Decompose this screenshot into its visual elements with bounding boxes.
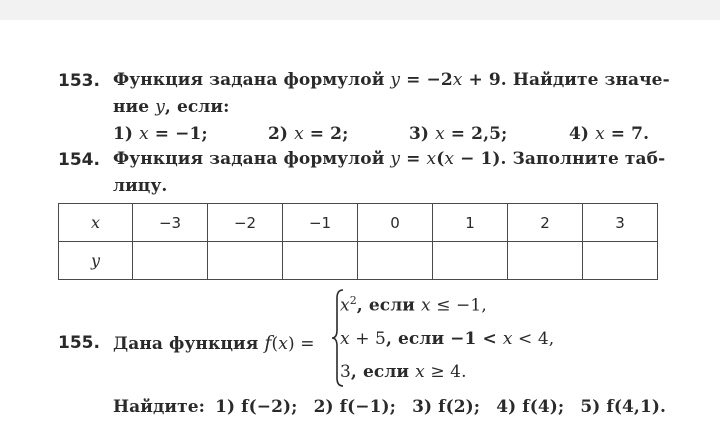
table-cell-x: 2 [508, 204, 583, 242]
problem-153-number: 153. [58, 71, 100, 91]
problem-154-line2: лицу. [113, 176, 168, 196]
table-row-x [59, 204, 658, 242]
problem-154-line1: Функция задана формулой y = x(x − 1). Заполните таб- [113, 149, 666, 169]
problem-153-line2: ние y, если: [113, 97, 230, 117]
table-cell-x: −3 [133, 204, 208, 242]
table-cell-y [433, 242, 508, 280]
table-cell-y [283, 242, 358, 280]
piecewise-case-1: $x^2$, если x ≤ −1, [340, 294, 487, 316]
table-cell-x: −1 [283, 204, 358, 242]
table-cell-y [208, 242, 283, 280]
problem-153-option-4: 4) x = 7. [569, 124, 650, 144]
find-item: 3) f(2); [412, 397, 481, 417]
find-item: 5) f(4,1). [580, 397, 667, 417]
problem-155-find-line [113, 397, 666, 417]
problem-153-option-1: 1) x = −1; [113, 124, 208, 144]
problem-153-option-3: 3) x = 2,5; [409, 124, 508, 144]
table-row-y [59, 242, 658, 280]
table-cell-y [358, 242, 433, 280]
table-cell-x: 1 [433, 204, 508, 242]
table-header-x: x [59, 204, 133, 242]
problem-155-intro: Дана функция f(x) = [113, 332, 315, 354]
problem-155-number: 155. [58, 333, 100, 353]
find-item: 4) f(4); [496, 397, 565, 417]
problem-153-option-2: 2) x = 2; [268, 124, 349, 144]
table-cell-y [508, 242, 583, 280]
values-table [58, 203, 658, 280]
table-header-y: y [59, 242, 133, 280]
piecewise-case-3: 3, если x ≥ 4. [340, 362, 467, 382]
table-cell-x: 0 [358, 204, 433, 242]
table-cell-y [583, 242, 658, 280]
piecewise-case-2: x + 5, если −1 < x < 4, [340, 329, 555, 349]
top-bar [0, 0, 720, 20]
table-cell-x: 3 [583, 204, 658, 242]
find-item: 1) f(−2); [215, 397, 298, 417]
find-label: Найдите: [113, 397, 206, 417]
problem-154-number: 154. [58, 150, 100, 170]
problem-153-line1: Функция задана формулой y = −2x + 9. Найдите значе- [113, 70, 670, 90]
table-cell-y [133, 242, 208, 280]
find-item: 2) f(−1); [313, 397, 397, 417]
table-cell-x: −2 [208, 204, 283, 242]
